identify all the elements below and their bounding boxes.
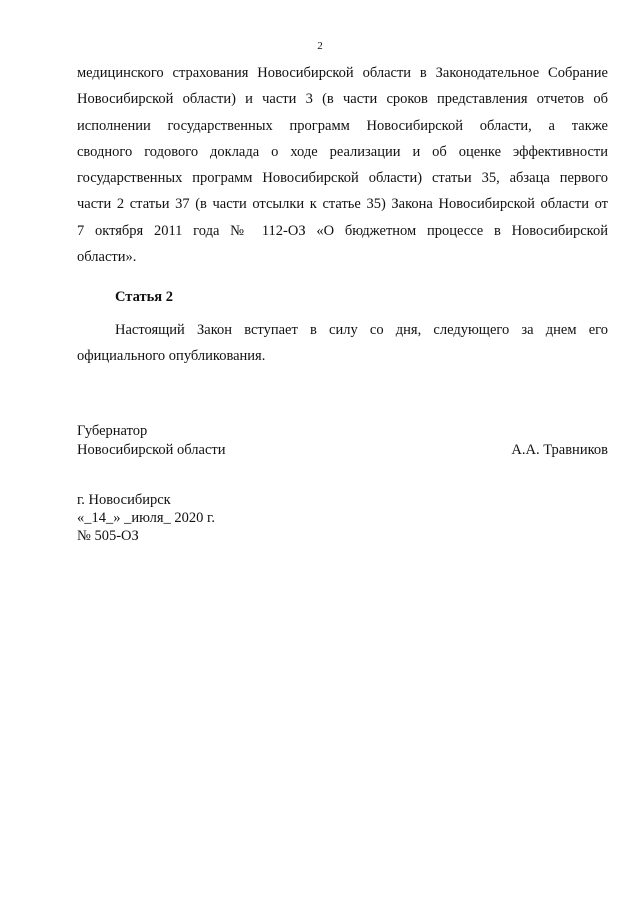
city: г. Новосибирск bbox=[77, 492, 171, 508]
paragraph-line: сводного годового доклада о ходе реализации и об оценке эффективности bbox=[77, 143, 608, 160]
article2-heading: Статья 2 bbox=[115, 289, 173, 305]
signatory-position-line1: Губернатор bbox=[77, 423, 148, 439]
article2-paragraph bbox=[77, 317, 608, 370]
paragraph-line: Настоящий Закон вступает в силу со дня, следующего за днем его bbox=[115, 322, 608, 338]
law-number: № 505-ОЗ bbox=[77, 528, 139, 544]
signature-row bbox=[77, 441, 608, 460]
paragraph-line: официального опубликования. bbox=[77, 348, 266, 365]
paragraph-line: Новосибирской области) и части 3 (в части сроков представления отчетов об bbox=[77, 91, 608, 108]
signature-block bbox=[77, 422, 608, 460]
paragraph-line: 7 октября 2011 года № 112-ОЗ «О бюджетном процессе в Новосибирской bbox=[77, 222, 608, 239]
paragraph-line: медицинского страхования Новосибирской области в Законодательное Собрание bbox=[77, 65, 608, 81]
paragraph-line: части 2 статьи 37 (в части отсылки к статье 35) Закона Новосибирской области от bbox=[77, 196, 608, 213]
paragraph-line: области». bbox=[77, 249, 137, 266]
law-date: «_14_» _июля_ 2020 г. bbox=[77, 510, 215, 526]
signatory-position-line2: Новосибирской области bbox=[77, 442, 226, 458]
signatory-name: А.А. Травников bbox=[511, 442, 608, 458]
page-number: 2 bbox=[317, 40, 323, 52]
place-date-number-block bbox=[77, 491, 215, 545]
paragraph-line: государственных программ Новосибирской области) статьи 35, абзаца первого bbox=[77, 170, 608, 187]
article1-continuation-paragraph bbox=[77, 60, 608, 270]
paragraph-line: исполнении государственных программ Новосибирской области, а также bbox=[77, 117, 608, 134]
